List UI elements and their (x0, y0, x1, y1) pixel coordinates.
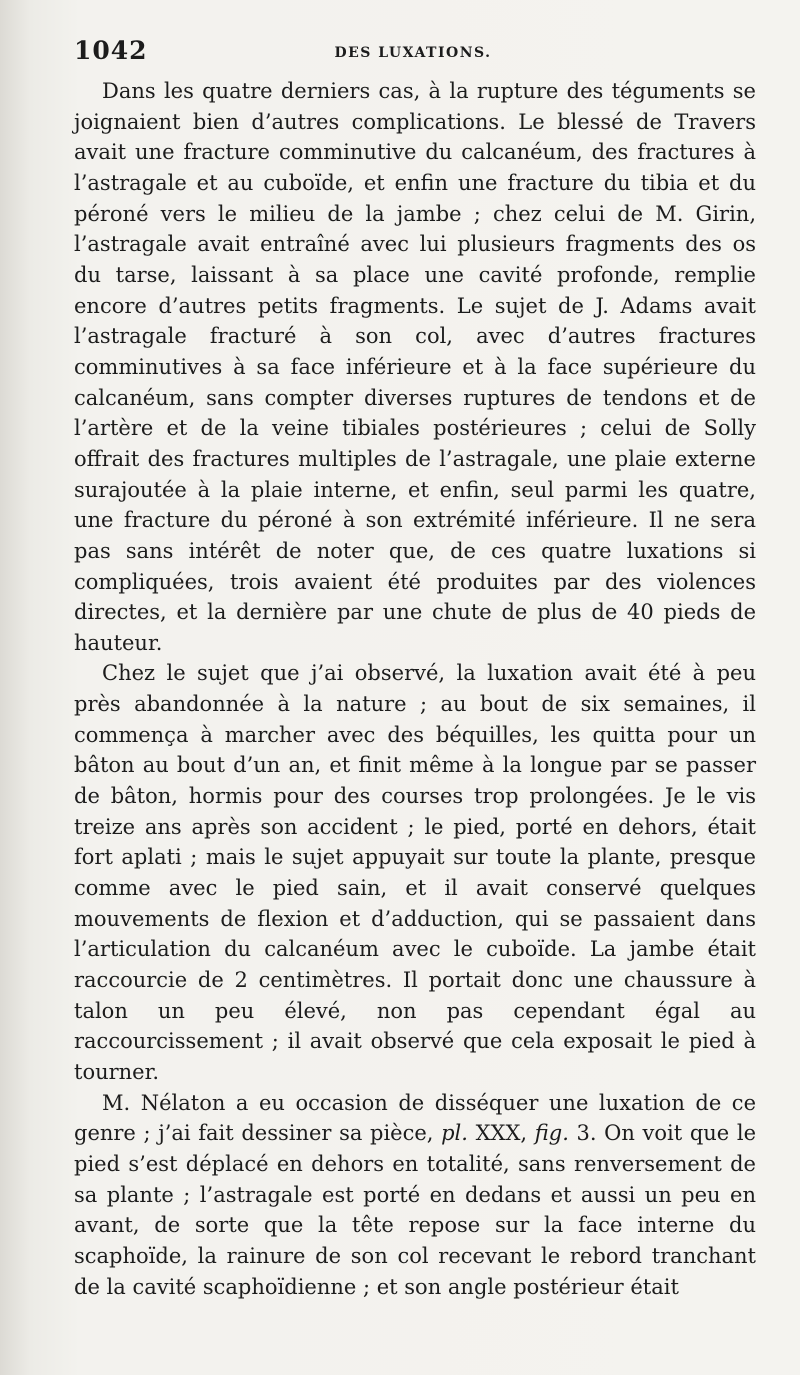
paragraph-3-text-after: 3. On voit que le pied s’est déplacé en dehors en totalité, sans renversement de sa plante ; l’astragale est porté en dedans et aussi un peu en avant, de sorte que la tête repose sur la face interne du scaphoïde, la rainure de son col recevant le rebord tranchant de la cavité scaphoïdienne ; et son angle postérieur était (74, 1121, 757, 1299)
page-header (74, 36, 752, 70)
plate-number: XXX, (467, 1121, 535, 1146)
paragraph-3 (74, 1088, 756, 1303)
running-title: DES LUXATIONS. (334, 45, 492, 61)
figure-abbreviation: fig. (534, 1121, 569, 1146)
page-body (74, 76, 756, 1302)
page-number: 1042 (74, 36, 148, 65)
plate-abbreviation: pl. (441, 1121, 468, 1146)
paragraph-2: Chez le sujet que j’ai observé, la luxation avait été à peu près abandonnée à la nature ; au bout de six semaines, il commença à marcher avec des béquilles, les quitta pour un bâton au bout d’un an, et finit même à la longue par se passer de bâton, hormis pour des courses trop prolongées. Je le vis treize ans après son accident ; le pied, porté en dehors, était fort aplati ; mais le sujet appuyait sur toute la plante, presque comme avec le pied sain, et il avait conservé quelques mouvements de flexion et d’adduction, qui se passaient dans l’articulation du calcanéum avec le cuboïde. La jambe était raccourcie de 2 centimètres. Il portait donc une chaussure à talon un peu élevé, non pas cependant égal au raccourcissement ; il avait observé que cela exposait le pied à tourner. (74, 661, 756, 1084)
paragraph-3-text-before: M. Nélaton a eu occasion de disséquer une luxation de ce genre ; j’ai fait dessiner sa pièce, (74, 1090, 756, 1146)
paragraph-1: Dans les quatre derniers cas, à la rupture des téguments se joignaient bien d’autres complications. Le blessé de Travers avait une fracture comminutive du calcanéum, des fractures à l’astragale et au cuboïde, et enfin une fracture du tibia et du péroné vers le milieu de la jambe ; chez celui de M. Girin, l’astragale avait entraîné avec lui plusieurs fragments des os du tarse, laissant à sa place une cavité profonde, remplie encore d’autres petits fragments. Le sujet de J. Adams avait l’astragale fracturé à son col, avec d’autres fractures comminutives à sa face inférieure et à la face supérieure du calcanéum, sans compter diverses ruptures de tendons et de l’artère et de la veine tibiales postérieures ; celui de Solly offrait des fractures multiples de l’astragale, une plaie externe surajoutée à la plaie interne, et enfin, seul parmi les quatre, une fracture du péroné à son extrémité inférieure. Il ne sera pas sans intérêt de noter que, de ces quatre luxations si compliquées, trois avaient été produites par des violences directes, et la dernière par une chute de plus de 40 pieds de hauteur. (74, 79, 756, 655)
